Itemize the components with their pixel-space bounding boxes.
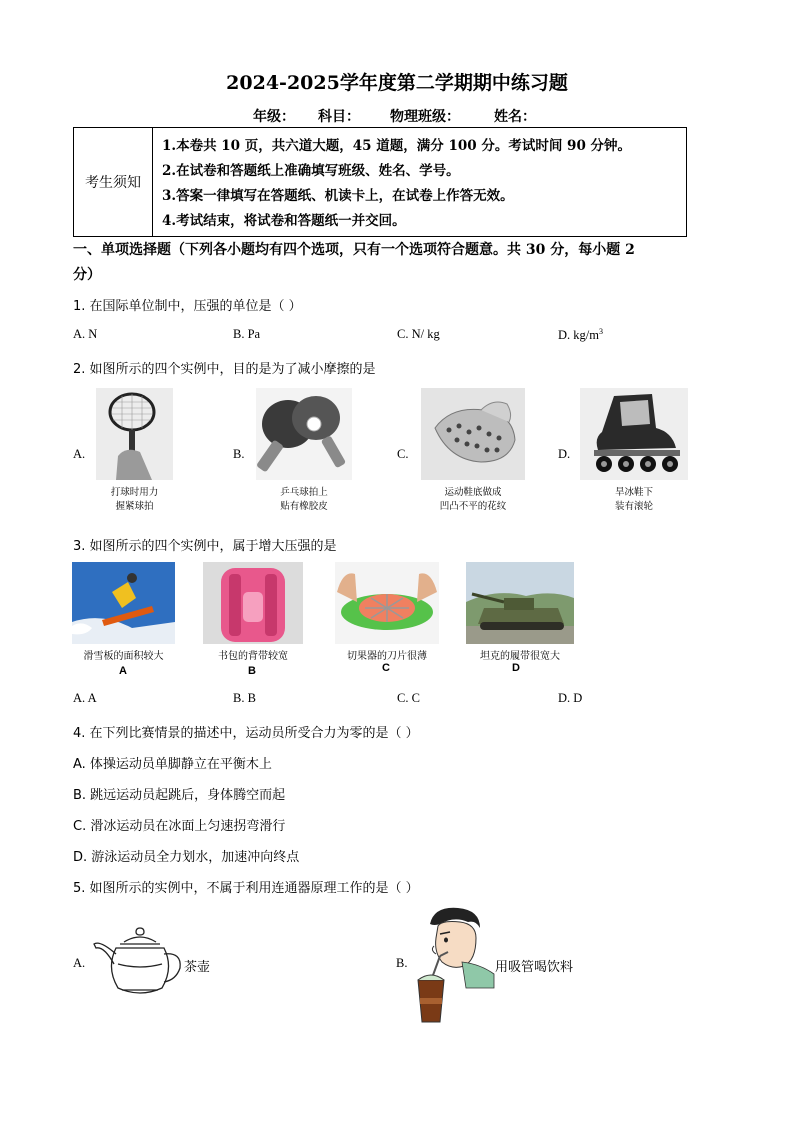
q3-option-d: D. D: [558, 691, 583, 705]
section-heading-line: 分）: [73, 267, 101, 283]
q3-option-a: A. A: [73, 691, 97, 705]
q3-caption-b: 书包的背带较宽: [218, 651, 288, 662]
q1-option-d: D. $kg/m^3$: [558, 327, 603, 343]
question-3-stem: 3. 如图所示的四个实例中，属于增大压强的是: [73, 539, 337, 554]
class-label: 物理班级：: [390, 109, 460, 125]
question-2-stem: 2. 如图所示的四个实例中，目的是为了减小摩擦的是: [73, 362, 376, 377]
q5-option-b: B.: [396, 956, 408, 970]
notice-item: 1.本卷共 10 页，共六道大题，45 道题，满分 100 分。考试时间 90 分钟。: [162, 138, 632, 154]
question-4-stem: 4. 在下列比赛情景的描述中，运动员所受合力为零的是（ ）: [73, 726, 419, 741]
name-label: 姓名：: [494, 109, 536, 125]
notice-item: 3.答案一律填写在答题纸、机读卡上，在试卷上作答无效。: [162, 188, 514, 204]
apple-slicer-image: [335, 562, 439, 644]
q2-caption-a: 打球时用力 握紧球拍: [110, 487, 159, 512]
q5-label-b: 用吸管喝饮料: [495, 960, 574, 975]
q1-option-a: A. N: [73, 327, 98, 341]
q2-option-c: C.: [397, 447, 409, 461]
q2-caption-b: 乒乓球拍上 贴有橡胶皮: [280, 487, 328, 512]
page-title: 2024-2025学年度第二学期期中练习题: [226, 72, 568, 94]
q2-caption-c: 运动鞋底做成 凹凸不平的花纹: [439, 487, 507, 512]
snowboarder-image: [72, 562, 175, 644]
q1-option-b: B. Pa: [233, 327, 261, 341]
section-heading: [73, 238, 713, 288]
q4-option-b: B. 跳远运动员起跳后，身体腾空而起: [73, 788, 286, 803]
q3-option-c: C. C: [397, 691, 420, 705]
q2-caption-d: 旱冰鞋下 装有滚轮: [614, 487, 653, 512]
q3-option-b: B. B: [233, 691, 256, 705]
school-bag-image: [203, 562, 303, 644]
q2-option-b: B.: [233, 447, 245, 461]
subject-label: 科目：: [318, 109, 360, 125]
q3-caption-d: 坦克的履带很宽大: [480, 651, 560, 662]
q4-option-c: C. 滑冰运动员在冰面上匀速拐弯滑行: [73, 819, 286, 834]
q5-option-a: A.: [73, 956, 86, 970]
notice-item: 4.考试结束，将试卷和答题纸一并交回。: [162, 213, 406, 229]
q3-caption-c: 切果器的刀片很薄: [347, 651, 427, 662]
notice-label: 考生须知: [74, 128, 153, 236]
q3-letter-a: A: [119, 665, 127, 677]
q1-option-c: C. N/ kg: [397, 327, 440, 341]
q3-letter-c: C: [382, 662, 390, 674]
q5-label-a: 茶壶: [184, 960, 211, 975]
question-1-stem: 1. 在国际单位制中，压强的单位是（ ）: [73, 299, 302, 314]
q3-letter-d: D: [512, 662, 520, 674]
q3-letter-b: B: [248, 665, 256, 677]
tank-image: [466, 562, 574, 644]
exam-notice-box: [73, 127, 687, 237]
tennis-racket-image: [96, 388, 173, 480]
section-heading-line: 一、单项选择题（下列各小题均有四个选项，只有一个选项符合题意。共 30 分，每小题 2: [73, 242, 635, 258]
q4-option-d: D. 游泳运动员全力划水，加速冲向终点: [73, 850, 300, 865]
notice-items: [162, 134, 631, 234]
boy-drinking-image: [414, 902, 496, 1026]
grade-label: 年级：: [253, 109, 295, 125]
roller-skate-image: [580, 388, 688, 480]
question-5-stem: 5. 如图所示的实例中，不属于利用连通器原理工作的是（ ）: [73, 881, 419, 896]
shoe-sole-image: [421, 388, 525, 480]
q3-caption-a: 滑雪板的面积较大: [83, 651, 164, 662]
q2-option-a: A.: [73, 447, 86, 461]
notice-item: 2.在试卷和答题纸上准确填写班级、姓名、学号。: [162, 163, 460, 179]
q4-option-a: A. 体操运动员单脚静立在平衡木上: [73, 757, 272, 772]
q2-option-d: D.: [558, 447, 571, 461]
teapot-image: [92, 924, 186, 1000]
ping-pong-paddle-image: [256, 388, 352, 480]
